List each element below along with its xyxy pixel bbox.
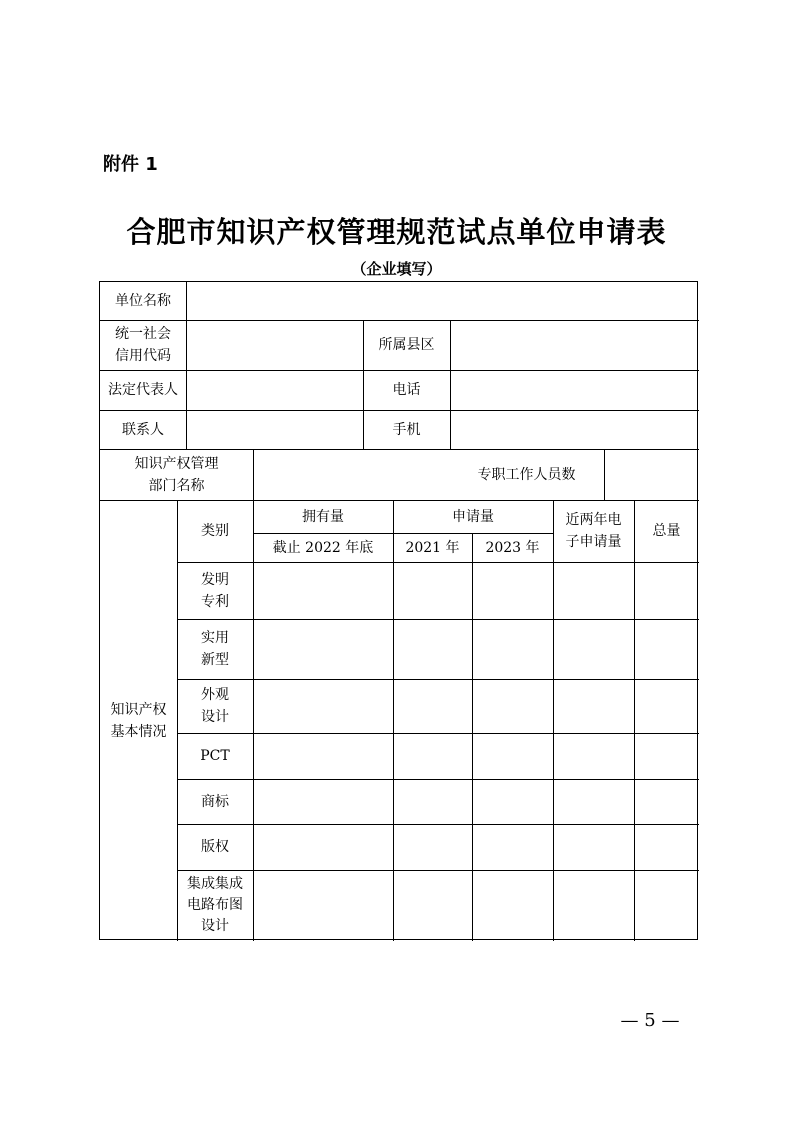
- column-divider: [553, 500, 554, 941]
- ip-dept-field[interactable]: [253, 449, 449, 500]
- unit-name-label: 单位名称: [115, 293, 171, 309]
- contact-label: 联系人: [122, 421, 164, 438]
- category-row-label: 实用 新型: [201, 630, 229, 668]
- ip-basic-label: 知识产权 基本情况: [110, 701, 167, 740]
- total-header: 总量: [652, 523, 681, 539]
- county-label: 所属县区: [378, 337, 435, 353]
- page-title: 合肥市知识产权管理规范试点单位申请表: [126, 215, 667, 249]
- row-divider: [177, 824, 699, 825]
- page-number: — 5 —: [620, 1010, 680, 1031]
- category-row-label: 集成集成 电路布图 设计: [187, 876, 243, 934]
- page-subtitle: （企业填写）: [351, 260, 442, 278]
- contact-field[interactable]: [186, 410, 363, 449]
- row-divider: [177, 562, 699, 563]
- application-form: [99, 281, 698, 940]
- phone-field[interactable]: [450, 370, 699, 410]
- credit-code-label: 统一社会 信用代码: [115, 326, 171, 364]
- year-a-header: 2021 年: [405, 539, 460, 556]
- category-header: 类别: [201, 523, 229, 539]
- category-row-label: PCT: [200, 748, 230, 764]
- owned-subheader: 截止 2022 年底: [272, 539, 374, 556]
- applied-header: 申请量: [452, 508, 494, 525]
- row-divider: [177, 870, 699, 871]
- recent-e-header: 近两年电 子申请量: [565, 512, 622, 550]
- category-row-label: 外观 设计: [201, 687, 229, 725]
- staff-field[interactable]: [604, 449, 699, 500]
- column-divider: [472, 533, 473, 941]
- legal-rep-label: 法定代表人: [108, 382, 178, 398]
- row-divider: [177, 779, 699, 780]
- phone-label: 电话: [392, 382, 421, 398]
- credit-code-field[interactable]: [186, 320, 363, 370]
- column-divider: [253, 500, 254, 941]
- county-field[interactable]: [450, 320, 699, 370]
- column-divider: [393, 500, 394, 941]
- row-divider: [177, 733, 699, 734]
- ip-dept-label: 知识产权管理 部门名称: [134, 455, 219, 494]
- category-row-label: 发明 专利: [201, 571, 229, 610]
- mobile-label: 手机: [392, 421, 421, 438]
- row-divider: [177, 679, 699, 680]
- attachment-label: 附件 1: [103, 154, 158, 175]
- unit-name-field[interactable]: [186, 282, 699, 320]
- staff-label: 专职工作人员数: [477, 466, 576, 483]
- legal-rep-field[interactable]: [186, 370, 363, 410]
- category-row-label: 版权: [201, 839, 229, 855]
- year-b-header: 2023 年: [485, 539, 540, 556]
- row-divider: [177, 619, 699, 620]
- owned-header: 拥有量: [302, 508, 344, 525]
- column-divider: [634, 500, 635, 941]
- category-row-label: 商标: [201, 793, 229, 810]
- mobile-field[interactable]: [450, 410, 699, 449]
